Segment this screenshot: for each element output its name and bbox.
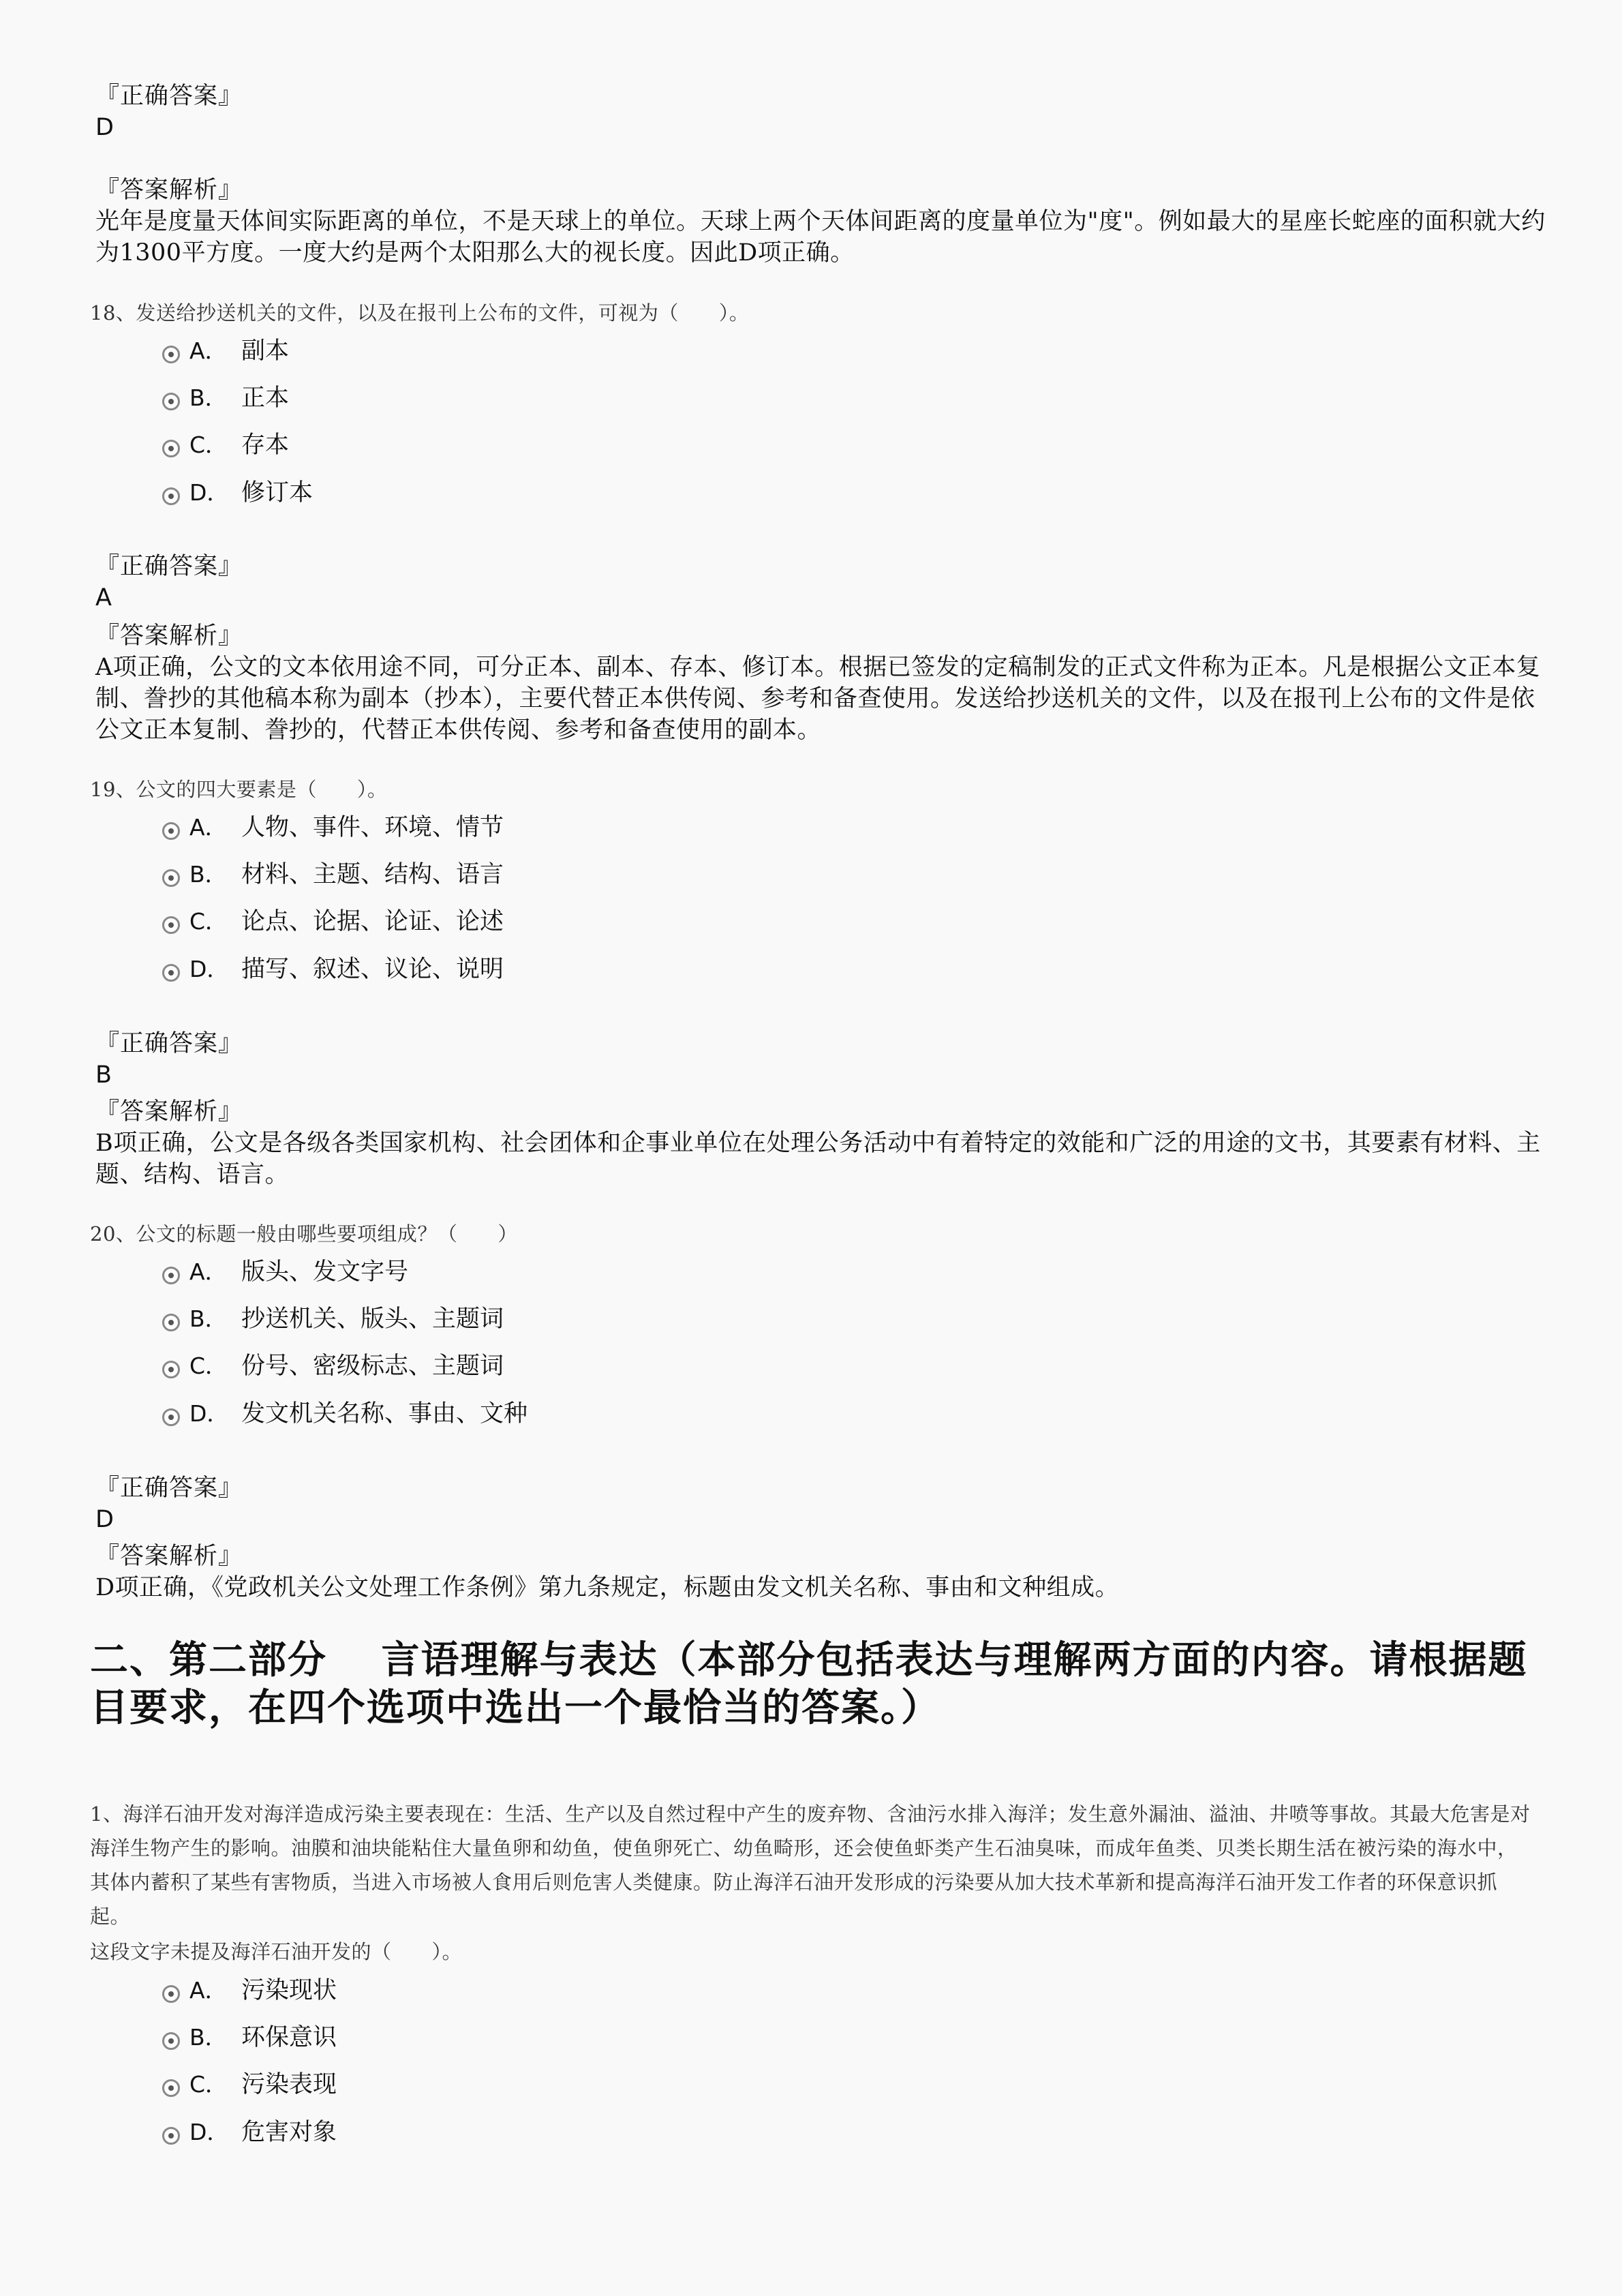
option-label: 修订本 — [241, 479, 313, 507]
question-text: 19、公文的四大要素是（ ）。 — [90, 778, 388, 801]
option-label: 版头、发文字号 — [241, 1258, 409, 1286]
correct-answer-label: 『正确答案』 — [95, 1475, 243, 1502]
option-label: 污染现状 — [241, 1977, 337, 2004]
radio-button[interactable] — [162, 346, 180, 363]
section-heading: 二、第二部分 言语理解与表达（本部分包括表达与理解两方面的内容。请根据题目要求，在四个选项中选出一个最恰当的答案。） — [90, 1637, 1528, 1730]
analysis-label: 『答案解析』 — [95, 177, 243, 204]
correct-answer-value: B — [95, 1061, 112, 1089]
option-label: 材料、主题、结构、语言 — [241, 861, 504, 888]
option-c[interactable] — [162, 2069, 337, 2100]
option-a[interactable] — [162, 1256, 408, 1288]
option-c[interactable] — [162, 906, 504, 937]
radio-button[interactable] — [162, 1267, 180, 1284]
option-d[interactable] — [162, 477, 313, 509]
radio-button[interactable] — [162, 964, 180, 982]
option-letter: D． — [189, 1400, 230, 1427]
option-label: 副本 — [241, 337, 290, 365]
analysis-label: 『答案解析』 — [95, 1098, 243, 1126]
question-text: 这段文字未提及海洋石油开发的（ ）。 — [90, 1940, 463, 1963]
analysis-text: 光年是度量天体间实际距离的单位，不是天球上的单位。天球上两个天体间距离的度量单位为"度"。例如最大的星座长蛇座的面积就大约为1300平方度。一度大约是两个太阳那么大的视长度。因此D项正确。 — [95, 208, 1546, 267]
correct-answer-label: 『正确答案』 — [95, 82, 243, 110]
option-a[interactable] — [162, 335, 289, 367]
radio-button[interactable] — [162, 1361, 180, 1378]
option-letter: D． — [189, 2119, 230, 2145]
option-label: 正本 — [241, 384, 290, 412]
option-d[interactable] — [162, 2117, 337, 2148]
option-letter: C． — [189, 908, 228, 935]
option-label: 份号、密级标志、主题词 — [241, 1353, 504, 1380]
radio-button[interactable] — [162, 1314, 180, 1331]
analysis-label: 『答案解析』 — [95, 622, 243, 650]
radio-button[interactable] — [162, 822, 180, 840]
option-label: 论点、论据、论证、论述 — [241, 908, 504, 935]
option-c[interactable] — [162, 1350, 504, 1382]
radio-button[interactable] — [162, 2032, 180, 2050]
option-letter: B． — [189, 2024, 228, 2051]
radio-button[interactable] — [162, 869, 180, 887]
radio-button[interactable] — [162, 2127, 180, 2145]
radio-button[interactable] — [162, 1408, 180, 1426]
correct-answer-label: 『正确答案』 — [95, 553, 243, 580]
option-label: 环保意识 — [241, 2024, 337, 2051]
radio-button[interactable] — [162, 2079, 180, 2097]
analysis-label: 『答案解析』 — [95, 1543, 243, 1570]
correct-answer-value: A — [95, 584, 112, 611]
option-letter: C． — [189, 432, 228, 458]
option-letter: D． — [189, 956, 230, 982]
option-label: 危害对象 — [241, 2119, 337, 2146]
option-letter: A． — [189, 814, 228, 841]
option-letter: A． — [189, 337, 228, 364]
option-letter: C． — [189, 1353, 228, 1379]
option-letter: B． — [189, 861, 228, 888]
correct-answer-value: D — [95, 1506, 114, 1533]
analysis-text: A项正确，公文的文本依用途不同，可分正本、副本、存本、修订本。根据已签发的定稿制发的正式文件称为正本。凡是根据公文正本复制、誊抄的其他稿本称为副本（抄本），主要代替正本供传阅、参考和备查使用。发送给抄送机关的文件，以及在报刊上公布的文件是依公文正本复制、誊抄的，代替正本供传阅、参考和备查使用的副本。 — [95, 654, 1541, 744]
option-label: 污染表现 — [241, 2071, 337, 2098]
option-letter: B． — [189, 1305, 228, 1332]
option-label: 发文机关名称、事由、文种 — [241, 1400, 528, 1428]
radio-button[interactable] — [162, 393, 180, 410]
option-a[interactable] — [162, 1975, 337, 2006]
correct-answer-value: D — [95, 114, 114, 141]
option-c[interactable] — [162, 429, 289, 461]
option-label: 存本 — [241, 432, 290, 459]
question-text: 18、发送给抄送机关的文件，以及在报刊上公布的文件，可视为（ ）。 — [90, 301, 750, 324]
option-letter: C． — [189, 2071, 228, 2098]
option-letter: A． — [189, 1258, 228, 1285]
option-d[interactable] — [162, 1398, 527, 1430]
passage-text: 1、海洋石油开发对海洋造成污染主要表现在：生活、生产以及自然过程中产生的废弃物、含油污水排入海洋；发生意外漏油、溢油、井喷等事故。其最大危害是对海洋生物产生的影响。油膜和油块能粘住大量鱼卵和幼鱼，使鱼卵死亡、幼鱼畸形，还会使鱼虾类产生石油臭味，而成年鱼类、贝类长期生活在被污染的海水中，其体内蓄积了某些有害物质，当进入市场被人食用后则危害人类健康。防止海洋石油开发形成的污染要从加大技术革新和提高海洋石油开发工作者的环保意识抓起。 — [90, 1802, 1531, 1928]
option-d[interactable] — [162, 954, 504, 985]
option-label: 人物、事件、环境、情节 — [241, 814, 504, 841]
radio-button[interactable] — [162, 440, 180, 457]
option-b[interactable] — [162, 1303, 504, 1335]
question-text: 20、公文的标题一般由哪些要项组成？（ ） — [90, 1222, 518, 1245]
option-b[interactable] — [162, 2022, 337, 2053]
analysis-text: B项正确，公文是各级各类国家机构、社会团体和企事业单位在处理公务活动中有着特定的效能和广泛的用途的文书，其要素有材料、主题、结构、语言。 — [95, 1130, 1541, 1188]
option-b[interactable] — [162, 382, 289, 414]
option-b[interactable] — [162, 859, 504, 890]
radio-button[interactable] — [162, 487, 180, 505]
option-letter: B． — [189, 384, 228, 411]
correct-answer-label: 『正确答案』 — [95, 1030, 243, 1057]
option-letter: A． — [189, 1977, 228, 2004]
option-letter: D． — [189, 479, 230, 506]
radio-button[interactable] — [162, 1985, 180, 2003]
option-label: 描写、叙述、议论、说明 — [241, 956, 504, 983]
radio-button[interactable] — [162, 916, 180, 934]
option-label: 抄送机关、版头、主题词 — [241, 1305, 504, 1333]
option-a[interactable] — [162, 812, 504, 843]
analysis-text: D项正确，《党政机关公文处理工作条例》第九条规定，标题由发文机关名称、事由和文种组成。 — [95, 1574, 1120, 1601]
